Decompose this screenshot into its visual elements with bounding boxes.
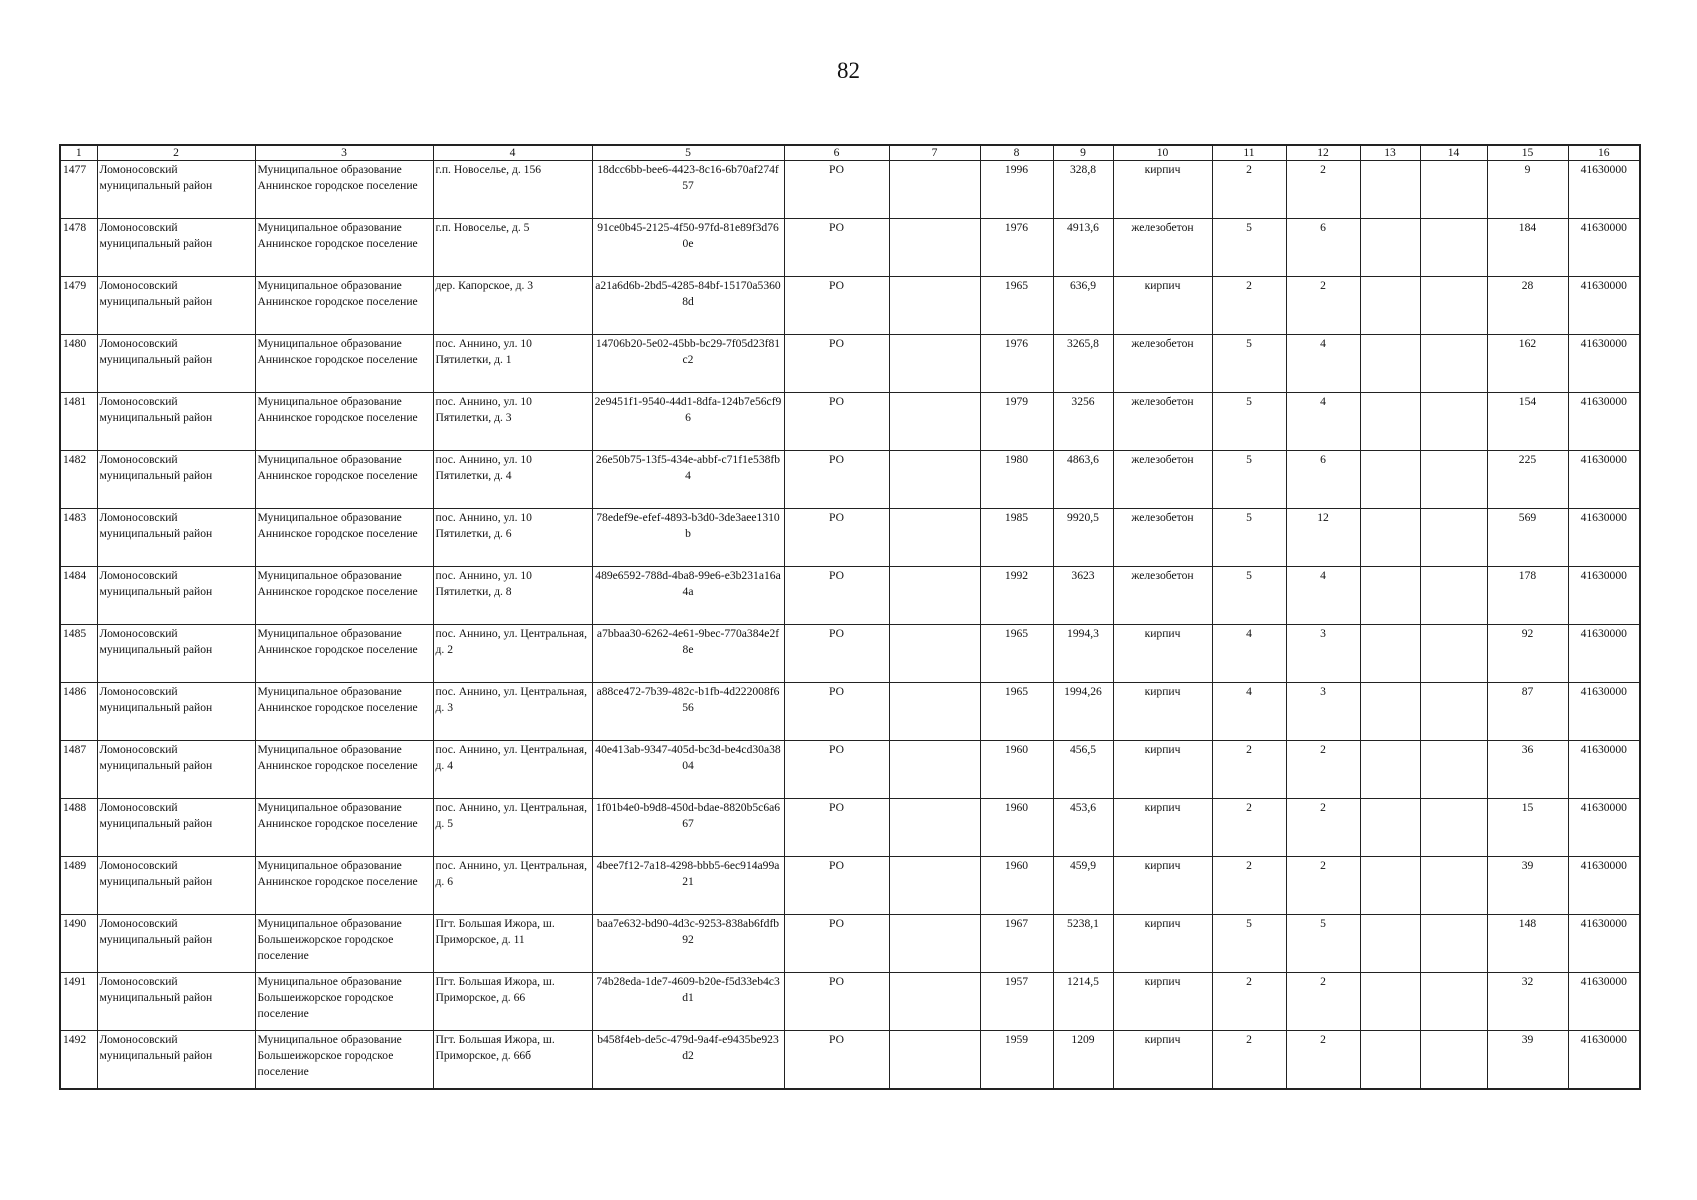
year-cell: 1965 [980, 683, 1053, 741]
area-cell: 9920,5 [1053, 509, 1113, 567]
wall-material-cell: железобетон [1113, 567, 1212, 625]
table-row [60, 393, 1640, 451]
column-7-cell [889, 625, 980, 683]
residents-cell: 92 [1487, 625, 1568, 683]
column-6-cell: РО [784, 625, 889, 683]
column-13-cell [1360, 915, 1420, 973]
oktmo-cell: 41630000 [1568, 741, 1640, 799]
column-header-9: 9 [1053, 145, 1113, 161]
address-cell: пос. Аннино, ул. Центральная, д. 3 [433, 683, 592, 741]
column-13-cell [1360, 451, 1420, 509]
district-cell: Ломоносовский муниципальный район [97, 973, 255, 1031]
column-7-cell [889, 219, 980, 277]
row-number-cell: 1489 [60, 857, 97, 915]
residents-cell: 569 [1487, 509, 1568, 567]
column-header-16: 16 [1568, 145, 1640, 161]
entrances-cell: 2 [1286, 741, 1360, 799]
municipality-cell: Муниципальное образование Аннинское городское поселение [255, 219, 433, 277]
address-cell: пос. Аннино, ул. Центральная, д. 2 [433, 625, 592, 683]
entrances-cell: 3 [1286, 625, 1360, 683]
house-guid-cell: 4bee7f12-7a18-4298-bbb5-6ec914a99a21 [592, 857, 784, 915]
column-14-cell [1420, 1031, 1487, 1089]
area-cell: 3623 [1053, 567, 1113, 625]
table-row [60, 857, 1640, 915]
floors-cell: 4 [1212, 625, 1286, 683]
district-cell: Ломоносовский муниципальный район [97, 857, 255, 915]
house-guid-cell: baa7e632-bd90-4d3c-9253-838ab6fdfb92 [592, 915, 784, 973]
table-row [60, 741, 1640, 799]
municipality-cell: Муниципальное образование Аннинское городское поселение [255, 451, 433, 509]
table-row [60, 451, 1640, 509]
table-row [60, 509, 1640, 567]
address-cell: пос. Аннино, ул. Центральная, д. 6 [433, 857, 592, 915]
column-6-cell: РО [784, 857, 889, 915]
column-13-cell [1360, 857, 1420, 915]
row-number-cell: 1492 [60, 1031, 97, 1089]
residents-cell: 148 [1487, 915, 1568, 973]
district-cell: Ломоносовский муниципальный район [97, 915, 255, 973]
house-guid-cell: 2e9451f1-9540-44d1-8dfa-124b7e56cf96 [592, 393, 784, 451]
column-13-cell [1360, 683, 1420, 741]
residents-cell: 87 [1487, 683, 1568, 741]
house-guid-cell: 91ce0b45-2125-4f50-97fd-81e89f3d760e [592, 219, 784, 277]
column-13-cell [1360, 219, 1420, 277]
area-cell: 3265,8 [1053, 335, 1113, 393]
row-number-cell: 1480 [60, 335, 97, 393]
row-number-cell: 1484 [60, 567, 97, 625]
table-row [60, 1031, 1640, 1089]
floors-cell: 4 [1212, 683, 1286, 741]
floors-cell: 2 [1212, 799, 1286, 857]
district-cell: Ломоносовский муниципальный район [97, 161, 255, 219]
entrances-cell: 4 [1286, 335, 1360, 393]
district-cell: Ломоносовский муниципальный район [97, 1031, 255, 1089]
row-number-cell: 1477 [60, 161, 97, 219]
floors-cell: 2 [1212, 741, 1286, 799]
column-header-8: 8 [980, 145, 1053, 161]
area-cell: 4913,6 [1053, 219, 1113, 277]
address-cell: г.п. Новоселье, д. 5 [433, 219, 592, 277]
column-header-3: 3 [255, 145, 433, 161]
house-guid-cell: 1f01b4e0-b9d8-450d-bdae-8820b5c6a667 [592, 799, 784, 857]
year-cell: 1976 [980, 219, 1053, 277]
oktmo-cell: 41630000 [1568, 625, 1640, 683]
column-header-14: 14 [1420, 145, 1487, 161]
house-guid-cell: 40e413ab-9347-405d-bc3d-be4cd30a3804 [592, 741, 784, 799]
column-header-15: 15 [1487, 145, 1568, 161]
residents-cell: 32 [1487, 973, 1568, 1031]
floors-cell: 2 [1212, 277, 1286, 335]
column-header-1: 1 [60, 145, 97, 161]
table-row [60, 973, 1640, 1031]
municipality-cell: Муниципальное образование Аннинское городское поселение [255, 567, 433, 625]
column-7-cell [889, 857, 980, 915]
residents-cell: 39 [1487, 1031, 1568, 1089]
area-cell: 1994,3 [1053, 625, 1113, 683]
residents-cell: 225 [1487, 451, 1568, 509]
residents-cell: 36 [1487, 741, 1568, 799]
wall-material-cell: железобетон [1113, 393, 1212, 451]
year-cell: 1960 [980, 857, 1053, 915]
housing-registry-table [59, 144, 1641, 1090]
oktmo-cell: 41630000 [1568, 219, 1640, 277]
district-cell: Ломоносовский муниципальный район [97, 799, 255, 857]
column-14-cell [1420, 219, 1487, 277]
year-cell: 1960 [980, 799, 1053, 857]
floors-cell: 5 [1212, 451, 1286, 509]
row-number-cell: 1481 [60, 393, 97, 451]
year-cell: 1979 [980, 393, 1053, 451]
residents-cell: 28 [1487, 277, 1568, 335]
residents-cell: 162 [1487, 335, 1568, 393]
residents-cell: 184 [1487, 219, 1568, 277]
floors-cell: 2 [1212, 857, 1286, 915]
area-cell: 3256 [1053, 393, 1113, 451]
page-number: 82 [837, 58, 860, 83]
column-7-cell [889, 799, 980, 857]
district-cell: Ломоносовский муниципальный район [97, 509, 255, 567]
column-13-cell [1360, 741, 1420, 799]
year-cell: 1985 [980, 509, 1053, 567]
municipality-cell: Муниципальное образование Аннинское городское поселение [255, 509, 433, 567]
column-6-cell: РО [784, 335, 889, 393]
address-cell: Пгт. Большая Ижора, ш. Приморское, д. 66 [433, 973, 592, 1031]
house-guid-cell: 26e50b75-13f5-434e-abbf-c71f1e538fb4 [592, 451, 784, 509]
column-7-cell [889, 335, 980, 393]
municipality-cell: Муниципальное образование Большеижорское городское поселение [255, 1031, 433, 1089]
column-7-cell [889, 161, 980, 219]
wall-material-cell: железобетон [1113, 219, 1212, 277]
oktmo-cell: 41630000 [1568, 1031, 1640, 1089]
oktmo-cell: 41630000 [1568, 277, 1640, 335]
area-cell: 4863,6 [1053, 451, 1113, 509]
table-row [60, 277, 1640, 335]
floors-cell: 5 [1212, 335, 1286, 393]
area-cell: 1209 [1053, 1031, 1113, 1089]
oktmo-cell: 41630000 [1568, 161, 1640, 219]
row-number-cell: 1479 [60, 277, 97, 335]
column-6-cell: РО [784, 683, 889, 741]
column-14-cell [1420, 973, 1487, 1031]
column-7-cell [889, 277, 980, 335]
table-row [60, 335, 1640, 393]
column-number-header-row [60, 145, 1640, 161]
oktmo-cell: 41630000 [1568, 857, 1640, 915]
wall-material-cell: кирпич [1113, 683, 1212, 741]
column-6-cell: РО [784, 161, 889, 219]
address-cell: пос. Аннино, ул. 10 Пятилетки, д. 3 [433, 393, 592, 451]
oktmo-cell: 41630000 [1568, 509, 1640, 567]
column-header-10: 10 [1113, 145, 1212, 161]
column-14-cell [1420, 915, 1487, 973]
municipality-cell: Муниципальное образование Аннинское городское поселение [255, 857, 433, 915]
entrances-cell: 5 [1286, 915, 1360, 973]
row-number-cell: 1488 [60, 799, 97, 857]
entrances-cell: 4 [1286, 567, 1360, 625]
house-guid-cell: 489e6592-788d-4ba8-99e6-e3b231a16a4a [592, 567, 784, 625]
entrances-cell: 2 [1286, 857, 1360, 915]
column-7-cell [889, 1031, 980, 1089]
house-guid-cell: a7bbaa30-6262-4e61-9bec-770a384e2f8e [592, 625, 784, 683]
address-cell: пос. Аннино, ул. Центральная, д. 5 [433, 799, 592, 857]
oktmo-cell: 41630000 [1568, 915, 1640, 973]
house-guid-cell: b458f4eb-de5c-479d-9a4f-e9435be923d2 [592, 1031, 784, 1089]
column-7-cell [889, 393, 980, 451]
column-14-cell [1420, 683, 1487, 741]
oktmo-cell: 41630000 [1568, 683, 1640, 741]
residents-cell: 9 [1487, 161, 1568, 219]
column-6-cell: РО [784, 1031, 889, 1089]
municipality-cell: Муниципальное образование Аннинское городское поселение [255, 393, 433, 451]
year-cell: 1959 [980, 1031, 1053, 1089]
municipality-cell: Муниципальное образование Аннинское городское поселение [255, 625, 433, 683]
oktmo-cell: 41630000 [1568, 567, 1640, 625]
wall-material-cell: железобетон [1113, 509, 1212, 567]
wall-material-cell: кирпич [1113, 741, 1212, 799]
wall-material-cell: железобетон [1113, 335, 1212, 393]
table-row [60, 683, 1640, 741]
column-13-cell [1360, 161, 1420, 219]
address-cell: пос. Аннино, ул. 10 Пятилетки, д. 4 [433, 451, 592, 509]
wall-material-cell: железобетон [1113, 451, 1212, 509]
municipality-cell: Муниципальное образование Аннинское городское поселение [255, 277, 433, 335]
district-cell: Ломоносовский муниципальный район [97, 277, 255, 335]
column-header-4: 4 [433, 145, 592, 161]
residents-cell: 39 [1487, 857, 1568, 915]
year-cell: 1967 [980, 915, 1053, 973]
row-number-cell: 1486 [60, 683, 97, 741]
address-cell: г.п. Новоселье, д. 156 [433, 161, 592, 219]
residents-cell: 178 [1487, 567, 1568, 625]
district-cell: Ломоносовский муниципальный район [97, 683, 255, 741]
column-13-cell [1360, 625, 1420, 683]
residents-cell: 15 [1487, 799, 1568, 857]
house-guid-cell: 14706b20-5e02-45bb-bc29-7f05d23f81c2 [592, 335, 784, 393]
house-guid-cell: 78edef9e-efef-4893-b3d0-3de3aee1310b [592, 509, 784, 567]
entrances-cell: 3 [1286, 683, 1360, 741]
column-13-cell [1360, 509, 1420, 567]
year-cell: 1965 [980, 277, 1053, 335]
year-cell: 1980 [980, 451, 1053, 509]
registry-table-body [60, 161, 1640, 1089]
column-14-cell [1420, 799, 1487, 857]
row-number-cell: 1487 [60, 741, 97, 799]
house-guid-cell: 74b28eda-1de7-4609-b20e-f5d33eb4c3d1 [592, 973, 784, 1031]
table-row [60, 915, 1640, 973]
house-guid-cell: 18dcc6bb-bee6-4423-8c16-6b70af274f57 [592, 161, 784, 219]
column-6-cell: РО [784, 219, 889, 277]
entrances-cell: 2 [1286, 277, 1360, 335]
column-13-cell [1360, 277, 1420, 335]
column-6-cell: РО [784, 799, 889, 857]
column-7-cell [889, 567, 980, 625]
column-6-cell: РО [784, 393, 889, 451]
column-7-cell [889, 509, 980, 567]
column-7-cell [889, 973, 980, 1031]
municipality-cell: Муниципальное образование Аннинское городское поселение [255, 741, 433, 799]
entrances-cell: 12 [1286, 509, 1360, 567]
district-cell: Ломоносовский муниципальный район [97, 567, 255, 625]
wall-material-cell: кирпич [1113, 277, 1212, 335]
column-header-11: 11 [1212, 145, 1286, 161]
table-row [60, 567, 1640, 625]
wall-material-cell: кирпич [1113, 915, 1212, 973]
column-14-cell [1420, 393, 1487, 451]
year-cell: 1960 [980, 741, 1053, 799]
column-13-cell [1360, 567, 1420, 625]
address-cell: Пгт. Большая Ижора, ш. Приморское, д. 66б [433, 1031, 592, 1089]
column-header-12: 12 [1286, 145, 1360, 161]
municipality-cell: Муниципальное образование Большеижорское городское поселение [255, 973, 433, 1031]
floors-cell: 5 [1212, 393, 1286, 451]
area-cell: 453,6 [1053, 799, 1113, 857]
row-number-cell: 1482 [60, 451, 97, 509]
municipality-cell: Муниципальное образование Аннинское городское поселение [255, 161, 433, 219]
area-cell: 1214,5 [1053, 973, 1113, 1031]
column-header-7: 7 [889, 145, 980, 161]
column-14-cell [1420, 335, 1487, 393]
address-cell: пос. Аннино, ул. Центральная, д. 4 [433, 741, 592, 799]
column-14-cell [1420, 277, 1487, 335]
column-7-cell [889, 451, 980, 509]
floors-cell: 5 [1212, 915, 1286, 973]
wall-material-cell: кирпич [1113, 161, 1212, 219]
municipality-cell: Муниципальное образование Аннинское городское поселение [255, 335, 433, 393]
entrances-cell: 2 [1286, 973, 1360, 1031]
area-cell: 5238,1 [1053, 915, 1113, 973]
wall-material-cell: кирпич [1113, 1031, 1212, 1089]
column-header-6: 6 [784, 145, 889, 161]
entrances-cell: 6 [1286, 219, 1360, 277]
area-cell: 328,8 [1053, 161, 1113, 219]
district-cell: Ломоносовский муниципальный район [97, 741, 255, 799]
floors-cell: 2 [1212, 1031, 1286, 1089]
area-cell: 1994,26 [1053, 683, 1113, 741]
column-7-cell [889, 683, 980, 741]
municipality-cell: Муниципальное образование Аннинское городское поселение [255, 799, 433, 857]
residents-cell: 154 [1487, 393, 1568, 451]
column-14-cell [1420, 741, 1487, 799]
column-13-cell [1360, 1031, 1420, 1089]
column-6-cell: РО [784, 915, 889, 973]
table-row [60, 799, 1640, 857]
area-cell: 456,5 [1053, 741, 1113, 799]
column-14-cell [1420, 857, 1487, 915]
floors-cell: 5 [1212, 567, 1286, 625]
column-14-cell [1420, 625, 1487, 683]
address-cell: пос. Аннино, ул. 10 Пятилетки, д. 1 [433, 335, 592, 393]
column-7-cell [889, 741, 980, 799]
column-6-cell: РО [784, 741, 889, 799]
column-6-cell: РО [784, 973, 889, 1031]
entrances-cell: 2 [1286, 799, 1360, 857]
row-number-cell: 1490 [60, 915, 97, 973]
address-cell: пос. Аннино, ул. 10 Пятилетки, д. 6 [433, 509, 592, 567]
oktmo-cell: 41630000 [1568, 799, 1640, 857]
column-14-cell [1420, 567, 1487, 625]
year-cell: 1976 [980, 335, 1053, 393]
district-cell: Ломоносовский муниципальный район [97, 625, 255, 683]
district-cell: Ломоносовский муниципальный район [97, 335, 255, 393]
entrances-cell: 6 [1286, 451, 1360, 509]
address-cell: дер. Капорское, д. 3 [433, 277, 592, 335]
entrances-cell: 2 [1286, 161, 1360, 219]
floors-cell: 5 [1212, 219, 1286, 277]
floors-cell: 2 [1212, 161, 1286, 219]
year-cell: 1996 [980, 161, 1053, 219]
column-header-5: 5 [592, 145, 784, 161]
column-13-cell [1360, 393, 1420, 451]
column-6-cell: РО [784, 567, 889, 625]
column-14-cell [1420, 451, 1487, 509]
district-cell: Ломоносовский муниципальный район [97, 219, 255, 277]
row-number-cell: 1483 [60, 509, 97, 567]
column-6-cell: РО [784, 451, 889, 509]
entrances-cell: 4 [1286, 393, 1360, 451]
oktmo-cell: 41630000 [1568, 973, 1640, 1031]
floors-cell: 5 [1212, 509, 1286, 567]
wall-material-cell: кирпич [1113, 625, 1212, 683]
row-number-cell: 1478 [60, 219, 97, 277]
table-row [60, 625, 1640, 683]
year-cell: 1965 [980, 625, 1053, 683]
column-13-cell [1360, 335, 1420, 393]
house-guid-cell: a21a6d6b-2bd5-4285-84bf-15170a53608d [592, 277, 784, 335]
address-cell: пос. Аннино, ул. 10 Пятилетки, д. 8 [433, 567, 592, 625]
area-cell: 459,9 [1053, 857, 1113, 915]
oktmo-cell: 41630000 [1568, 451, 1640, 509]
house-guid-cell: a88ce472-7b39-482c-b1fb-4d222008f656 [592, 683, 784, 741]
entrances-cell: 2 [1286, 1031, 1360, 1089]
row-number-cell: 1485 [60, 625, 97, 683]
wall-material-cell: кирпич [1113, 973, 1212, 1031]
wall-material-cell: кирпич [1113, 799, 1212, 857]
wall-material-cell: кирпич [1113, 857, 1212, 915]
column-13-cell [1360, 973, 1420, 1031]
municipality-cell: Муниципальное образование Аннинское городское поселение [255, 683, 433, 741]
floors-cell: 2 [1212, 973, 1286, 1031]
column-13-cell [1360, 799, 1420, 857]
column-14-cell [1420, 509, 1487, 567]
column-7-cell [889, 915, 980, 973]
column-6-cell: РО [784, 277, 889, 335]
year-cell: 1957 [980, 973, 1053, 1031]
column-header-13: 13 [1360, 145, 1420, 161]
area-cell: 636,9 [1053, 277, 1113, 335]
oktmo-cell: 41630000 [1568, 393, 1640, 451]
column-header-2: 2 [97, 145, 255, 161]
column-14-cell [1420, 161, 1487, 219]
table-row [60, 161, 1640, 219]
address-cell: Пгт. Большая Ижора, ш. Приморское, д. 11 [433, 915, 592, 973]
year-cell: 1992 [980, 567, 1053, 625]
oktmo-cell: 41630000 [1568, 335, 1640, 393]
table-row [60, 219, 1640, 277]
municipality-cell: Муниципальное образование Большеижорское городское поселение [255, 915, 433, 973]
district-cell: Ломоносовский муниципальный район [97, 451, 255, 509]
district-cell: Ломоносовский муниципальный район [97, 393, 255, 451]
column-6-cell: РО [784, 509, 889, 567]
row-number-cell: 1491 [60, 973, 97, 1031]
